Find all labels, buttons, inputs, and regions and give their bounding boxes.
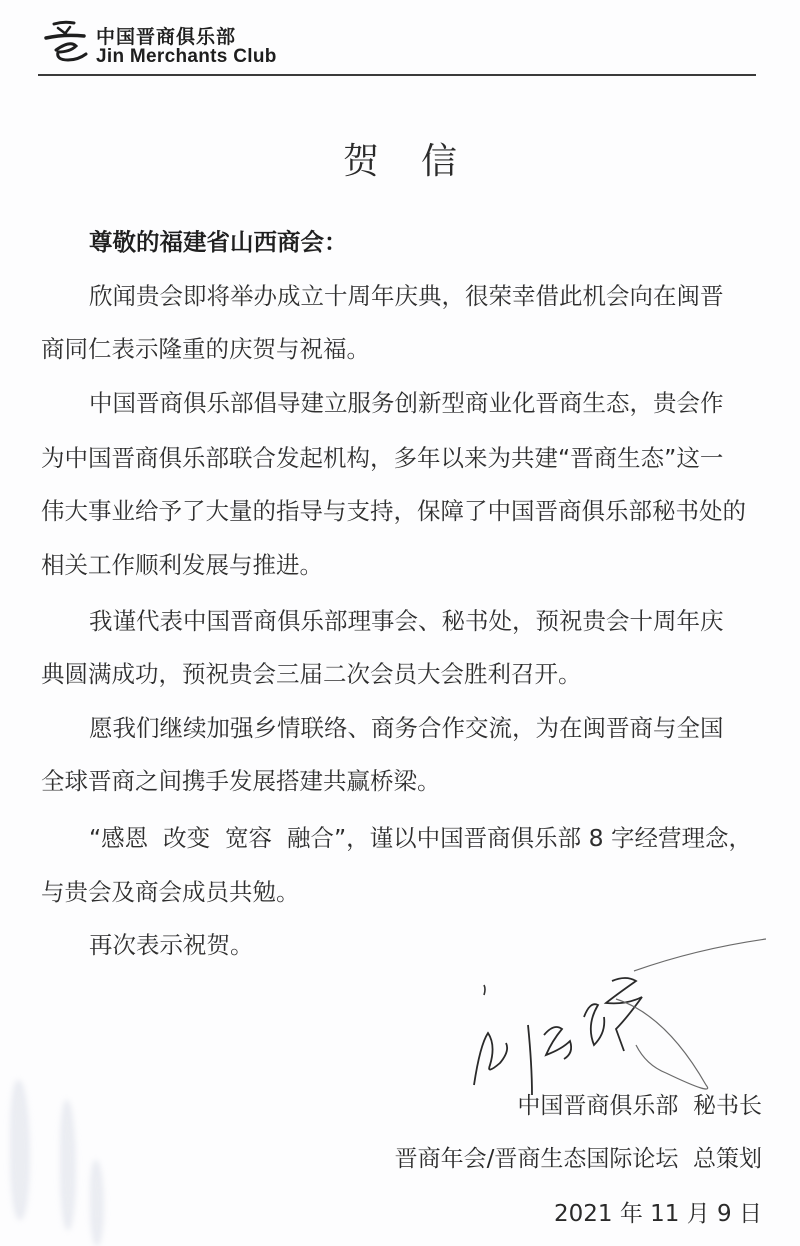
handwritten-signature-icon	[466, 925, 766, 1095]
paragraph-4-line-1: 愿我们继续加强乡情联络、商务合作交流，为在闽晋商与全国	[89, 714, 724, 742]
salutation: 尊敬的福建省山西商会：	[89, 228, 348, 256]
paragraph-5-line-1: “感恩 改变 宽容 融合”，谨以中国晋商俱乐部 8 字经营理念，	[89, 824, 753, 852]
signatory-role: 晋商年会/晋商生态国际论坛 总策划	[394, 1146, 762, 1172]
letterhead	[38, 16, 758, 80]
jin-logo-icon	[40, 18, 94, 64]
letter-date: 2021 年 11 月 9 日	[554, 1201, 762, 1227]
paragraph-3-line-2: 典圆满成功，预祝贵会三届二次会员大会胜利召开。	[41, 660, 582, 688]
paragraph-1-line-1: 欣闻贵会即将举办成立十周年庆典，很荣幸借此机会向在闽晋	[89, 282, 724, 310]
signatory-title: 中国晋商俱乐部 秘书长	[517, 1093, 762, 1119]
scan-crease	[90, 1160, 104, 1246]
paragraph-2-line-2: 为中国晋商俱乐部联合发起机构，多年以来为共建“晋商生态”这一	[41, 444, 724, 472]
closing-line: 再次表示祝贺。	[89, 931, 254, 959]
paragraph-2-line-1: 中国晋商俱乐部倡导建立服务创新型商业化晋商生态，贵会作	[89, 389, 724, 417]
header-divider	[38, 74, 756, 76]
paragraph-4-line-2: 全球晋商之间携手发展搭建共赢桥梁。	[41, 767, 441, 795]
paragraph-5-line-2: 与贵会及商会成员共勉。	[41, 878, 300, 906]
scan-crease	[10, 1080, 30, 1220]
letter-title: 贺信	[342, 141, 499, 182]
org-name-cn: 中国晋商俱乐部	[96, 26, 237, 48]
paragraph-2-line-4: 相关工作顺利发展与推进。	[41, 551, 323, 579]
paragraph-3-line-1: 我谨代表中国晋商俱乐部理事会、秘书处，预祝贵会十周年庆	[89, 607, 724, 635]
paragraph-1-line-2: 商同仁表示隆重的庆贺与祝福。	[41, 335, 370, 363]
scan-crease	[60, 1100, 76, 1230]
paragraph-2-line-3: 伟大事业给予了大量的指导与支持，保障了中国晋商俱乐部秘书处的	[41, 497, 746, 525]
org-name-en: Jin Merchants Club	[96, 46, 277, 67]
